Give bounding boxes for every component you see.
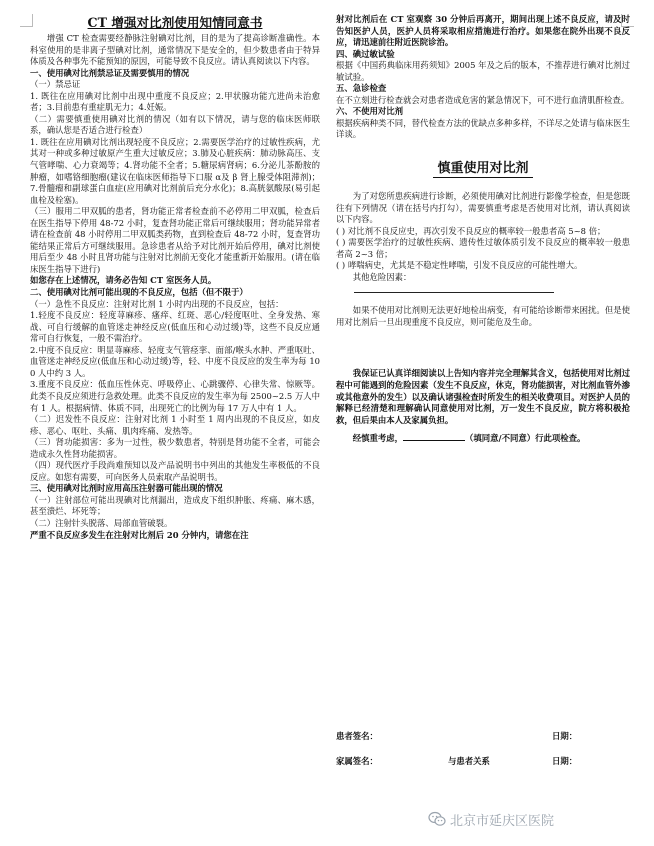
mild-reaction-text: 1.轻度不良反应：轻度荨麻疹、瘙痒、红斑、恶心/轻度呕吐、全身发热、寒战、可自行缓解的血管迷走神经反应(低血压和心动过缓)等，这些不良反应通常可自行恢复，一般不需治疗。	[30, 310, 320, 344]
renal-damage-text: （三）肾功能损害：多为一过性，极少数患者，特别是肾功能不全者，可能会造成永久性肾功能损害。	[30, 437, 320, 459]
section-1-heading: 一、使用碘对比剂禁忌证及需要慎用的情况	[30, 67, 190, 78]
other-reaction-text: （四）现代医疗手段尚难预知以及产品说明书中列出的其他发生率极低的不良反应。如您有需要，可向医务人员索取产品说明书。	[30, 460, 320, 482]
cautious-use-text: 1. 既往在应用碘对比剂出现轻度不良反应；2.需要医学治疗的过敏性疾病，尤其对一种或多种过敏原产生重大过敏反应；3.肺及心脏疾病：肺动脉高压、支气管哮喘、心力衰竭等；4.肾功能不全者；5.糖尿病肾病；6.分泌儿茶酚胺的肿瘤，如嗜铬细胞瘤(建议在临床医师指导下口服 α及 β 肾上腺受体阻滞剂)；7.骨髓瘤和副球蛋白血症(应用碘对比剂前后充分水化)；8.高胱氨酸尿(易引起血栓及栓塞)。	[30, 136, 320, 205]
checkbox-option-1[interactable]: ( ) 对比剂不良反应史，再次引发不良反应的概率较一般患者高 5~8 倍；	[336, 225, 606, 236]
emergency-text: 在不立刻进行检查就会对患者造成危害的紧急情况下，可不进行血清肌酐检查。	[336, 94, 630, 105]
section-3-heading: 三、使用碘对比剂时应用高压注射器可能出现的情况	[30, 483, 223, 494]
section-2-heading: 二、使用碘对比剂可能出现的不良反应，包括（但不限于）	[30, 287, 248, 298]
allergy-test-text: 根据《中国药典临床用药须知》2005 年及之后的版本，不推荐进行碘对比剂过敏试验。	[336, 60, 630, 82]
observation-note-start: 严重不良反应多发生在注射对比剂后 20 分钟内，请您在注	[30, 529, 249, 540]
observation-note-cont: 射对比剂后在 CT 室观察 30 分钟后再离开，期间出现上述不良反应，请及时告知医护人员，医护人员将采取相应措施进行治疗。如果您在院外出现不良反应，请迅速前往附近医院诊治。	[336, 14, 630, 48]
watermark	[428, 808, 554, 830]
moderate-reaction-text: 2.中度不良反应：明显荨麻疹、轻度支气管痉挛、面部/喉头水肿、严重呕吐、血管迷走神经反应(低血压和心动过缓)等，轻、中度不良反应的发生率为每 100 人中约 3 人。	[30, 344, 320, 378]
delayed-reaction-text: （二）迟发性不良反应：注射对比剂 1 小时至 1 周内出现的不良反应，如皮疹、恶心、呕吐、头痛、肌肉疼痛、发热等。	[30, 414, 320, 436]
consent-blank[interactable]	[403, 432, 465, 441]
metformin-text: （三）服用二甲双胍的患者，肾功能正常者检查前不必停用二甲双胍，检查后在医生指导下停用 48-72 小时，复查肾功能正常后可继续服用；肾功能异常者请在检查前 48 小时停用二甲双胍类药物，直到检查后 48-72 小时，复查肾功能结果正常后方可继续服用。急诊患者从给予对比剂开始后停用，碘对比剂使用后至少 48 小时且肾功能与注射对比剂前无变化才能重新开始服用。(请在临床医生指导下进行)	[30, 206, 320, 274]
pledge-text: 我保证已认真详细阅读以上告知内容并完全理解其含义，包括使用对比剂过程中可能遇到的危险因素（发生不良反应，休克，肾功能损害，对比剂血管外渗或其他意外的发生）以及确认诸强检查时所发生的相关收费项目。对医护人员的解释已经清楚和理解确认同意使用对比剂，万一发生不良反应，院方将积极抢救，但后果由本人及家属负担。	[336, 368, 630, 425]
patient-date-label[interactable]: 日期：	[552, 731, 578, 741]
section-1-2-heading: （二）需要慎重使用碘对比剂的情况（如有以下情况，请与您的临床医师联系，确认您是否适合进行检查）	[30, 113, 320, 136]
checkbox-option-2[interactable]: ( ) 需要医学治疗的过敏性疾病、遗传性过敏体质引发不良反应的概率较一般患者高 2~3 倍；	[336, 237, 630, 259]
family-date-label[interactable]: 日期：	[552, 756, 578, 766]
right-column	[336, 14, 630, 445]
section-5-heading: 五、急诊检查	[336, 83, 387, 94]
other-risk-label: 其他危险因素：	[352, 271, 412, 282]
severe-reaction-text: 3.重度不良反应：低血压性休克、呼吸停止、心跳骤停、心律失常、惊厥等。此类不良反应须进行急救处理。此类不良反应的发生率为每 2500~2.5 万人中有 1 人。根据病情、体质不同，出现死亡的比例为每 17 万人中有 1 人。	[30, 379, 320, 413]
not-use-text: 如果不使用对比剂则无法更好地检出病变，有可能给诊断带来困扰。但是使用对比剂后一旦出现重度不良反应，则可能危及生命。	[336, 305, 630, 327]
cautious-use-title: 慎重使用对比剂	[336, 159, 630, 179]
relation-label[interactable]: 与患者关系	[448, 756, 490, 766]
no-contrast-text: 根据疾病种类不同，替代检查方法的优缺点多种多样，不详尽之处请与临床医生详谈。	[336, 117, 630, 140]
checkbox-option-3[interactable]: ( ) 哮喘病史，尤其是不稳定性哮喘，引发不良反应的可能性增大。	[336, 260, 583, 271]
extravasation-text: （一）注射部位可能出现碘对比剂漏出，造成皮下组织肿胀、疼痛、麻木感，甚至溃烂、坏死等；	[30, 494, 320, 517]
section-1-note: 如您存在上述情况，请务必告知 CT 室医务人员。	[30, 275, 217, 286]
wechat-icon	[428, 811, 446, 827]
section-4-heading: 四、碘过敏试验	[336, 48, 395, 59]
consider-line: 经慎重考虑， （填同意/不同意）行此项检查。	[352, 433, 586, 444]
family-signature-label[interactable]: 家属签名：	[336, 756, 378, 766]
acute-reaction-heading: （一）急性不良反应：注射对比剂 1 小时内出现的不良反应，包括：	[30, 298, 284, 309]
intro-paragraph: 增强 CT 检查需要经静脉注射碘对比剂，目的是为了提高诊断准确性。本科室使用的是非离子型碘对比剂，通常情况下是安全的，但少数患者由于特异体质及各种事先不能预知的原因，可能导致不良反应。请认真阅读以下内容。	[30, 33, 320, 67]
cautious-intro: 为了对您所患疾病进行诊断，必须使用碘对比剂进行影像学检查，但是您既往有下列情况（请在括号内打勾），需要慎重考虑是否使用对比剂，请认真阅读以下内容。	[336, 191, 630, 225]
form-title: CT 增强对比剂使用知情同意书	[87, 15, 263, 30]
left-column	[30, 14, 320, 541]
section-1-1-heading: （一）禁忌证	[30, 79, 81, 90]
contraindications-text: 1. 既往在应用碘对比剂中出现中重度不良反应；2.甲状腺功能亢进尚未治愈者；3.目前患有重症肌无力；4.妊娠。	[30, 90, 320, 113]
patient-signature-label[interactable]: 患者签名：	[336, 731, 378, 741]
needle-text: （二）注射针头脱落、局部血管破裂。	[30, 517, 173, 528]
watermark-text: 北京市延庆区医院	[450, 813, 555, 829]
section-6-heading: 六、不使用对比剂	[336, 106, 403, 117]
